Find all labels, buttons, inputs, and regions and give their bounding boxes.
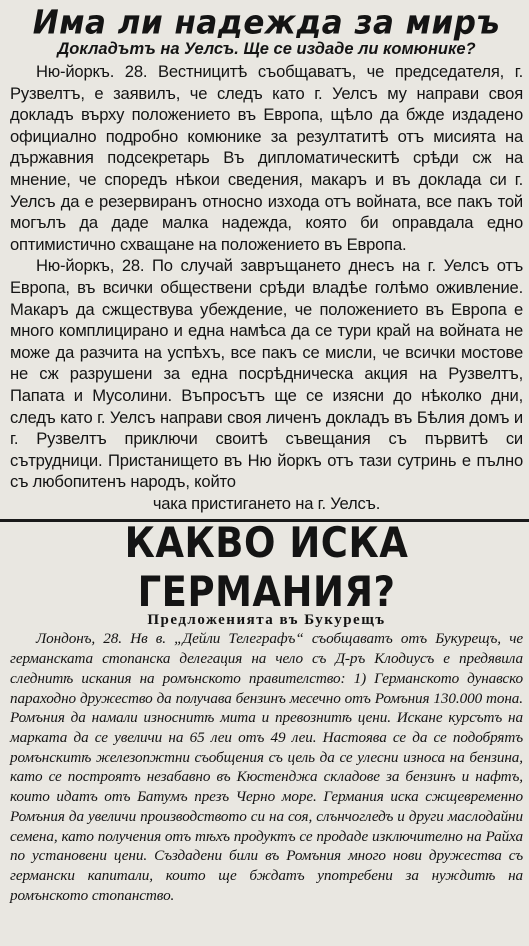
article-peace-hope: [10, 6, 523, 514]
article2-subheadline: Предложенията въ Букурещъ: [147, 612, 386, 629]
article1-paragraph-1: Ню-йоркъ. 28. Вестницитѣ съобщаватъ, че председателя, г. Рузвелтъ, е заявилъ, че следъ като г. Уелсъ му направи своя докладъ върху положението въ Европа, щѣло да бжде издадено официално подробно комюнике за резултатитѣ отъ мисията на държавния подсекретарь Въ дипломатическитѣ срѣди сж на мнение, че споредъ нѣкои сведения, макаръ и въ доклада си г. Уелсъ да е резервиранъ относно изхода отъ войната, все пакъ той могълъ да даде малка надежда, която би оправдала едно оптимистично схващане на положението въ Европа.: [10, 62, 523, 254]
article1-headline: Има ли надежда за миръ: [32, 4, 501, 42]
article-germany-demands: [10, 519, 523, 905]
article1-subheadline: Докладътъ на Уелсъ. Ще се издаде ли комюнике?: [57, 40, 476, 58]
article1-paragraph-2-end: чака пристигането на г. Уелсъ.: [152, 493, 381, 513]
newspaper-page: [0, 6, 529, 946]
article2-headline: КАКВО ИСКА ГЕРМАНИЯ?: [124, 519, 409, 617]
article1-paragraph-2: Ню-йоркъ, 28. По случай завръщането днесъ на г. Уелсъ отъ Европа, въ всички обществени срѣди владѣе голѣмо оживление. Макаръ да сжществува убеждение, че положението въ Европа е много комплицирано и една намѣса да се тури край на войната не може да разчита на успѣхъ, все пакъ се мисли, че всички мостове не сж разрушени за една посрѣдническа акция на Рузвелтъ, Папата и Мусолини. Въпросътъ ще се изясни до нѣколко дни, следъ като г. Уелсъ направи своя личенъ докладъ въ Бѣлия домъ и г. Рузвелтъ приключи своитѣ съвещания съ първитѣ си сътрудници. Пристанището въ Ню йоркъ отъ тази сутринь е пълно съ любопитенъ народъ, който: [10, 256, 523, 492]
article2-body: Лондонъ, 28. Нв в. „Дейли Телеграфъ“ съобщаватъ отъ Букурещъ, че германската стопанска делегация на чело съ Д-ръ Клодиусъ е предявила следнитѣ искания на ромънското правителство: 1) Германското дунавско параходно дружество да получава бензинъ месечно отъ Ромъния 130.000 тона. Ромъния да намали износнитѣ мита и превознитѣ цени. Искане курсътъ на марката да се увеличи на 65 леи отъ 49 леи. Настоява се да се подобрятъ ромънскитѣ железопжтни съобщения съ цель да се улесни износа на бензина, като се построятъ незабавно въ Кюстенджа складове за бензинъ и нафтъ, които идатъ отъ Батумъ презъ Черно море. Германия иска сжщевременно Ромъния да увеличи производството си на соя, слънчогледъ и други маслодайни семена, като получения отъ тѣхъ продуктъ се продаде изключително на Райха по установени цени. Създадени били въ Ромъния много нови дружества съ германски капитали, които ще бждатъ употребени за нуждитѣ на ромънското стопанство.: [10, 630, 523, 904]
